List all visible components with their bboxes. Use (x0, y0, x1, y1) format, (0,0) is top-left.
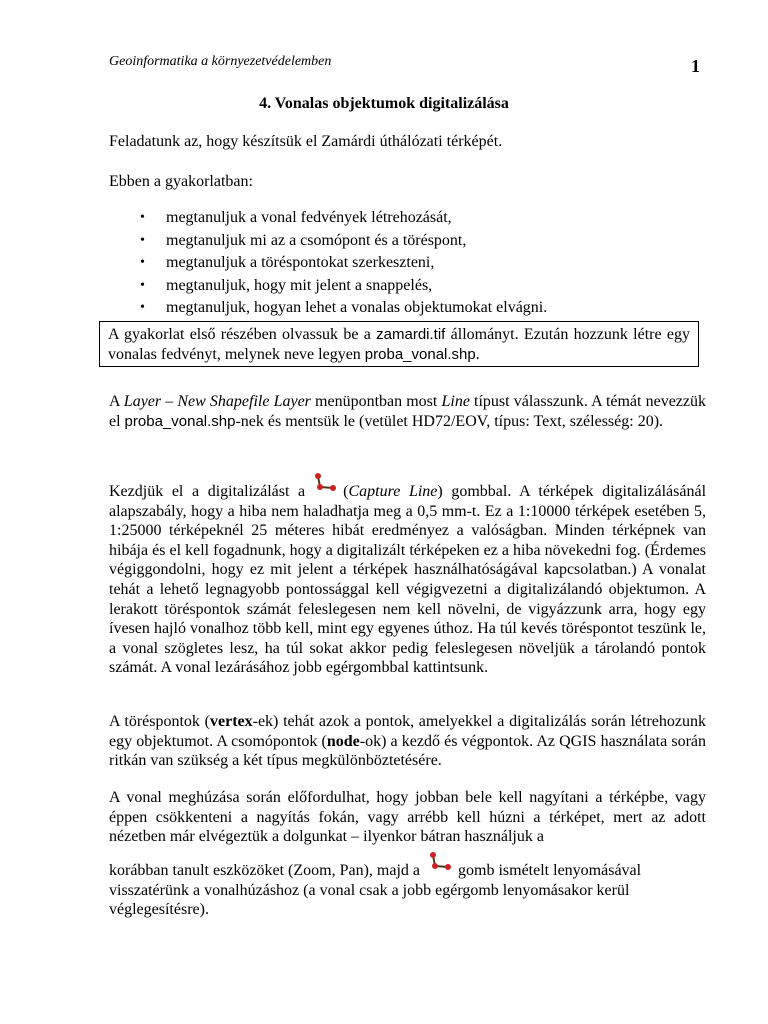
filename-proba-vonal: proba_vonal.shp (364, 346, 476, 363)
paragraph-zoom-pan: A vonal meghúzása során előfordulhat, hogy jobban bele kell nagyítani a térképbe, vagy éppen csökkenteni a nagyítás fokán, vagy arrébb kell húzni a térképet, mert az adott nézetben már elvégeztük a dolgunkat – ilyenkor bátran használjuk a (109, 789, 706, 846)
paragraph-vertex-node: A töréspontok (vertex-ek) tehát azok a pontok, amelyekkel a digitalizálás során létrehozunk egy objektumot. A csomópontok (node-ok) a kezdő és végpontok. Az QGIS használata során ritkán van szükség a két típus megkülönböztetésére. (109, 713, 706, 770)
instruction-box: A gyakorlat első részében olvassuk be a zamardi.tif állományt. Ezután hozzunk létre egy vonalas fedvényt, melynek neve legyen proba_vonal.shp. (99, 321, 699, 367)
line-type: Line (441, 393, 470, 410)
term-node: node (326, 732, 360, 750)
list-item: • megtanuljuk, hogyan lehet a vonalas objektumokat elvágni. (109, 297, 547, 320)
objectives-list (109, 207, 547, 320)
list-item: • megtanuljuk, hogy mit jelent a snappelés, (109, 275, 547, 298)
running-header: Geoinformatika a környezetvédelemben (109, 54, 332, 69)
list-item: • megtanuljuk a vonal fedvények létrehozását, (109, 207, 547, 230)
paragraph-digitizing: Kezdjük el a digitalizálást a (Capture Line) gombbal. A térképek digitalizálásánál alapszabály, hogy a hiba nem haladhatja meg a 0,5 mm-t. Ez a 1:10000 térképek esetében 5, 1:25000 térképeknél 25 méteres hibát eredményez a valóságban. Minden térképnek van hibája és el kell fogadnunk, hogy a digitalizált térképeken ez a hiba növekedni fog. (Érdemes végiggondolni, hogy ez mit jelent a térképek használhatóságával kapcsolatban.) A vonalat tehát a lehető legnagyobb pontossággal kell végigvezetni a digitalizálandó objektumon. A lerakott töréspontok számát feleslegesen nem kell növelni, de vigyázzunk arra, hogy egy ívesen hajló vonalhoz több kell, mint egy egyenes úthoz. Ha túl kevés töréspontot teszünk le, a vonal szögletes lesz, ha túl sokat akkor pedig feleslegesen növeljük a tárolandó pontok számát. A vonal lezárásához jobb egérgombbal kattintsunk. (109, 470, 706, 678)
tool-name: Capture Line (348, 483, 438, 500)
filename-zamardi: zamardi.tif (376, 326, 446, 343)
menu-path: Layer – New Shapefile Layer (123, 393, 311, 410)
paragraph-new-layer: A Layer – New Shapefile Layer menüpontban most Line típust válasszunk. A témát nevezzük el proba_vonal.shp-nek és mentsük le (vetület HD72/EOV, típus: Text, szélesség: 20). (109, 393, 707, 430)
capture-line-icon (305, 470, 343, 502)
capture-line-icon (309, 470, 339, 498)
capture-line-icon (420, 849, 458, 881)
page-number: 1 (691, 56, 700, 76)
intro-paragraph: Feladatunk az, hogy készítsük el Zamárdi úthálózati térképét. (109, 133, 503, 150)
lead-paragraph: Ebben a gyakorlatban: (109, 173, 253, 190)
filename-proba-vonal: proba_vonal.shp (124, 412, 236, 430)
list-item: • megtanuljuk a töréspontokat szerkeszteni, (109, 252, 547, 275)
capture-line-icon (424, 849, 454, 877)
paragraph-zoom-pan-cont: korábban tanult eszközöket (Zoom, Pan), majd a gomb ismételt lenyomásával visszatérünk a vonalhúzáshoz (a vonal csak a jobb egérgomb lenyomásakor kerül véglegesítésre). (109, 849, 706, 920)
section-title: 4. Vonalas objektumok digitalizálása (259, 95, 509, 112)
term-vertex: vertex (209, 713, 253, 730)
list-item: • megtanuljuk mi az a csomópont és a töréspont, (109, 230, 547, 253)
